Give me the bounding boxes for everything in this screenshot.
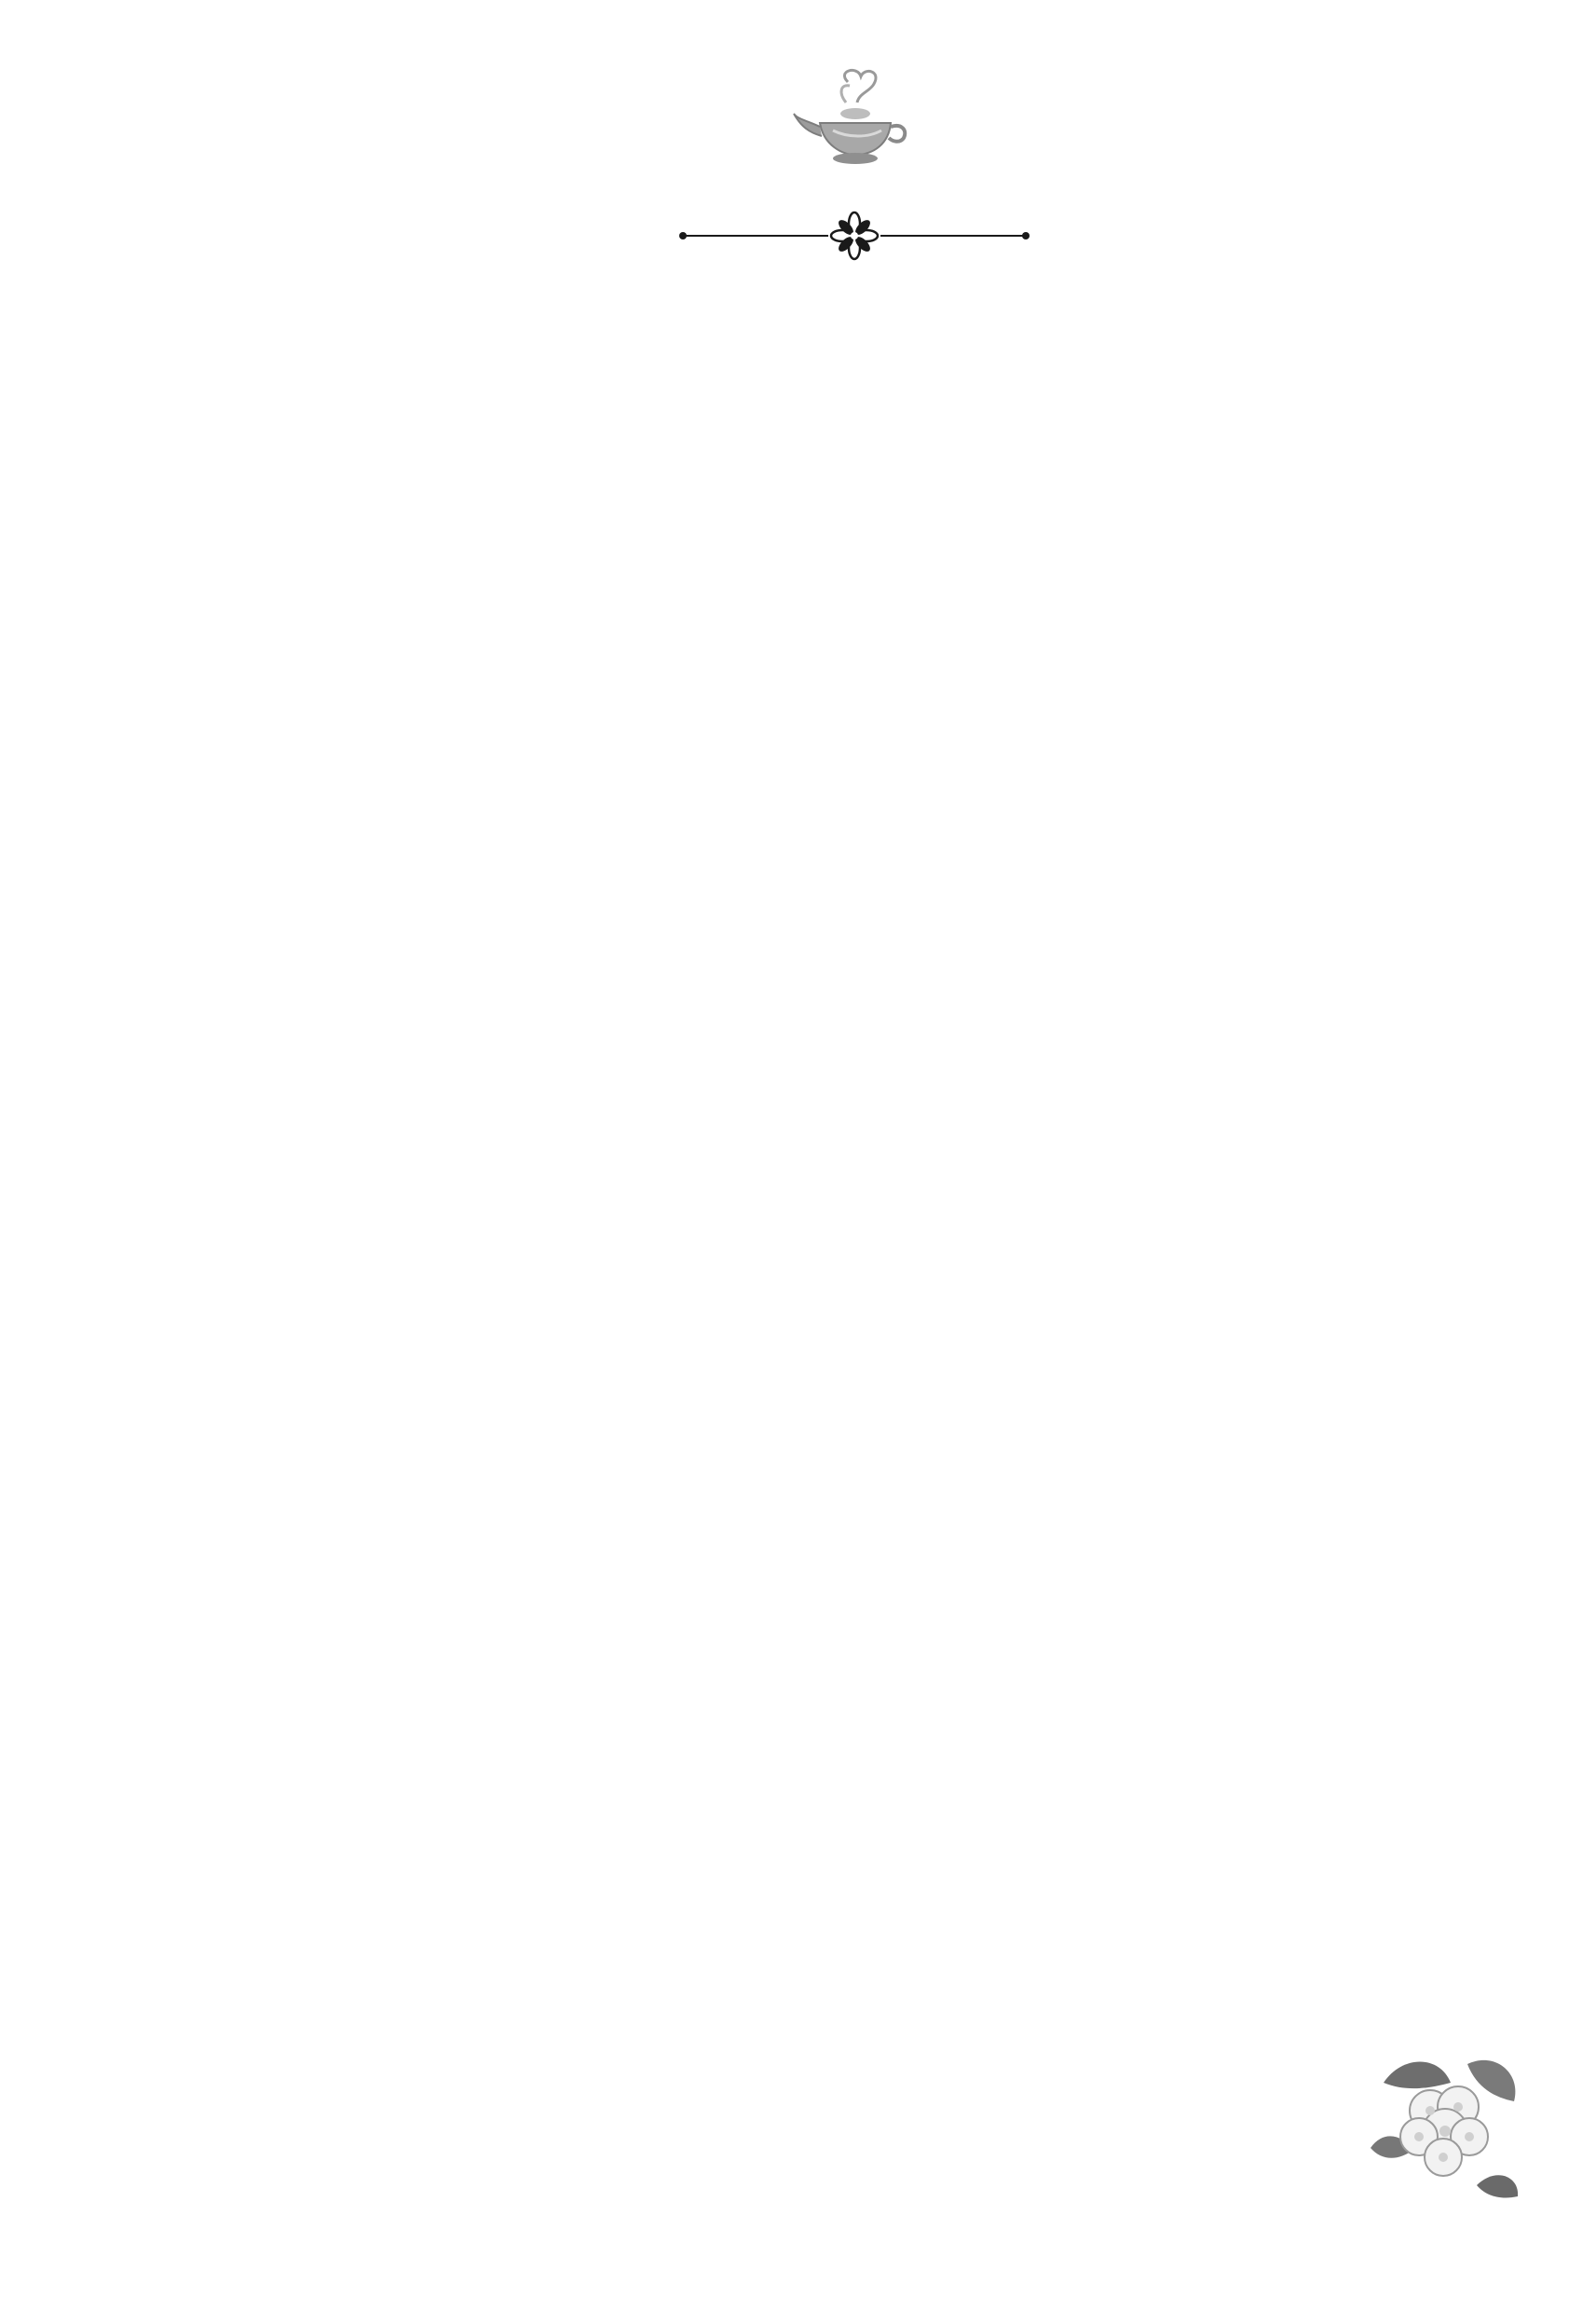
genie-lamp-icon	[792, 65, 913, 177]
flower-divider-icon	[677, 208, 1031, 264]
dropcap-paragraph-first-line	[276, 280, 1433, 362]
section-divider	[276, 191, 1433, 280]
body-text	[276, 191, 1433, 362]
page-footer	[1099, 2111, 1120, 2157]
jasmine-flower-icon	[1365, 2045, 1523, 2204]
